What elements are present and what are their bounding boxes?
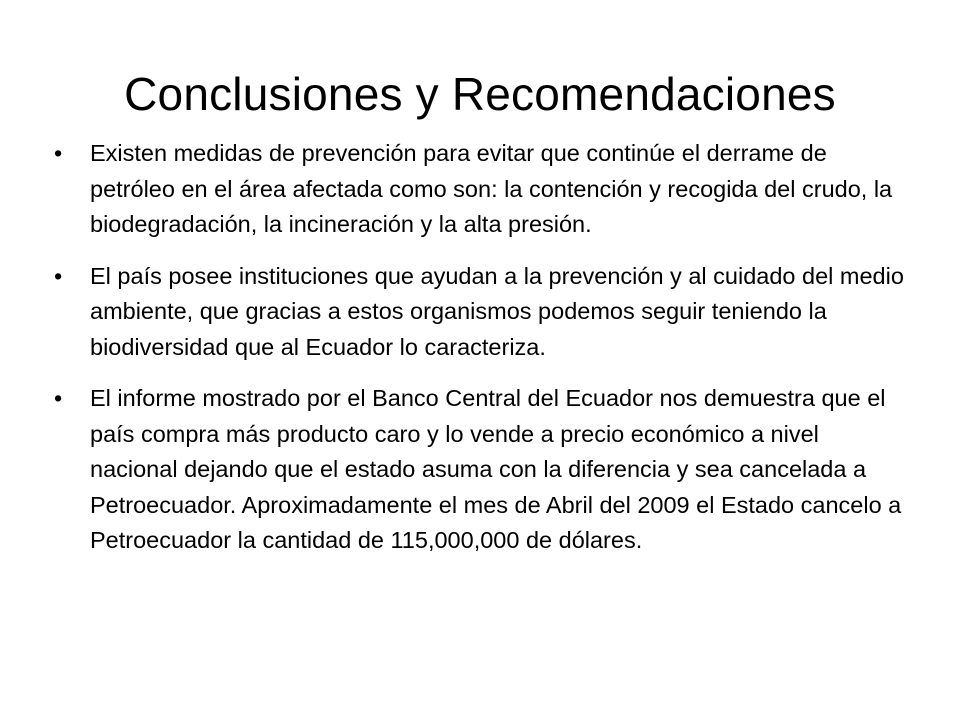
slide-title: Conclusiones y Recomendaciones [124, 68, 836, 120]
bullet-text: El país posee instituciones que ayudan a la prevención y al cuidado del medio ambiente, que gracias a estos organismos podemos seguir teniendo la biodiversidad que al Ecuador lo caracteriza. [90, 262, 904, 360]
bullet-icon: • [54, 385, 63, 411]
bullet-icon: • [54, 262, 63, 289]
bullet-text: El informe mostrado por el Banco Central del Ecuador nos demuestra que el país compra más producto caro y lo vende a precio económico a nivel nacional dejando que el estado asuma con la diferencia y sea cancelada a Petroecuador. Aproximadamente el mes de Abril del 2009 el Estado cancelo a Petroecuador la cantidad de 115,000,000 de dólares. [90, 385, 902, 553]
bullet-text: Existen medidas de prevención para evitar que continúe el derrame de petróleo en el área afectada como son: la contención y recogida del crudo, la biodegradación, la incineración y la alta presión. [90, 140, 893, 237]
bullet-list [48, 136, 912, 575]
bullet-icon: • [54, 140, 63, 166]
bullet-item-central-bank-report [48, 381, 912, 559]
bullet-item-prevention [48, 136, 912, 243]
bullet-item-institutions [48, 259, 912, 366]
